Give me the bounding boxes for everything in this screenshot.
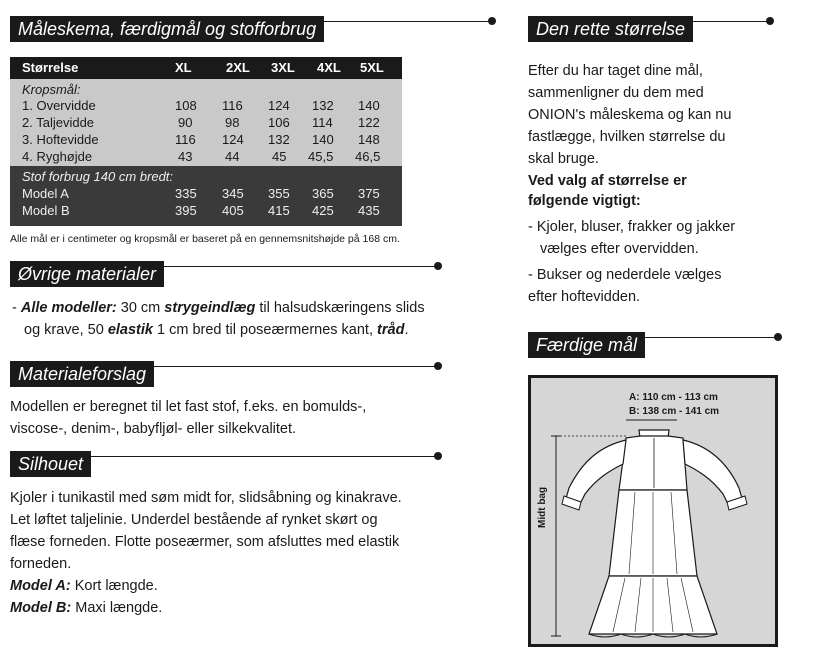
table-cell: 345: [222, 186, 244, 201]
col-header: XL: [175, 60, 192, 75]
text-line: følgende vigtigt:: [528, 193, 641, 209]
header-dot: [766, 17, 774, 25]
dress-drawing: [531, 378, 775, 644]
text-line: ONION's måleskema og kan nu: [528, 107, 732, 123]
traad-label: tråd: [377, 322, 405, 338]
table-cell: 140: [312, 132, 334, 147]
text-line: Modellen er beregnet til let fast stof, f.eks. en bomulds-,: [10, 399, 367, 415]
stryge-label: strygeindlæg: [164, 300, 256, 316]
model-a-text: Kort længde.: [70, 578, 158, 594]
text-line: - Kjoler, bluser, frakker og jakker: [528, 219, 736, 235]
model-b-label: Model B:: [10, 600, 72, 616]
section-title: Færdige mål: [528, 332, 645, 358]
table-cell: 405: [222, 203, 244, 218]
dash: -: [12, 300, 21, 316]
table-cell: 124: [268, 98, 290, 113]
table-cell: 45: [272, 149, 287, 164]
table-cell: 45,5: [308, 149, 334, 164]
section-header-size: [528, 16, 774, 42]
section-header-finished: [528, 332, 782, 358]
text: til halsudskæringens slids: [255, 300, 425, 316]
silhouette-text: [10, 487, 450, 619]
table-cell: 132: [312, 98, 334, 113]
row-label: 1. Overvidde: [22, 98, 96, 113]
elastik-label: elastik: [107, 322, 153, 338]
header-dot: [434, 362, 442, 370]
fabric-usage-rows: [10, 166, 402, 226]
body-measure-rows: [10, 79, 402, 166]
header-dot: [488, 17, 496, 25]
section-title: Materialeforslag: [10, 361, 154, 387]
table-cell: 415: [268, 203, 290, 218]
suggest-text: [10, 396, 450, 440]
text-line: Let løftet taljelinie. Underdel bestående af rynket skørt og: [10, 512, 378, 528]
model-a-line: [10, 575, 450, 597]
table-cell: 425: [312, 203, 334, 218]
col-header: 4XL: [317, 60, 341, 75]
table-cell: 148: [358, 132, 380, 147]
section-header-silhouette: [10, 451, 442, 477]
all-models-label: Alle modeller:: [20, 300, 117, 316]
dress-illustration: [528, 375, 778, 647]
table-cell: 124: [222, 132, 244, 147]
size-bullet: [528, 264, 808, 308]
measure-b: B: 138 cm - 141 cm: [629, 406, 720, 417]
model-a-label: Model A:: [10, 578, 71, 594]
section-title: Måleskema, færdigmål og stofforbrug: [10, 16, 324, 42]
section-title: Den rette størrelse: [528, 16, 693, 42]
table-cell: 114: [312, 115, 333, 130]
section-header-other: [10, 261, 442, 287]
table-cell: 335: [175, 186, 197, 201]
col-header: Størrelse: [22, 60, 79, 75]
size-bullet: [528, 216, 808, 260]
measure-a: A: 110 cm - 113 cm: [629, 392, 718, 403]
table-cell: 435: [358, 203, 380, 218]
row-label: 3. Hoftevidde: [22, 132, 99, 147]
table-header-row: [10, 57, 402, 79]
table-cell: 375: [358, 186, 380, 201]
text-line: - Bukser og nederdele vælges: [528, 267, 722, 283]
table-cell: 98: [225, 115, 240, 130]
table-cell: 108: [175, 98, 197, 113]
other-materials-text: [12, 297, 452, 341]
header-dot: [434, 452, 442, 460]
text-line: skal bruge.: [528, 151, 599, 167]
text: og krave, 50: [24, 322, 108, 338]
fabric-usage-label: Stof forbrug 140 cm bredt:: [22, 169, 174, 184]
text-line: sammenligner du dem med: [528, 85, 704, 101]
table-cell: 116: [222, 98, 243, 113]
col-header: 2XL: [226, 60, 250, 75]
section-header-suggest: [10, 361, 442, 387]
size-text: [528, 60, 808, 170]
col-header: 3XL: [271, 60, 295, 75]
section-header-measure: [10, 16, 496, 42]
text: 30 cm: [116, 300, 165, 316]
table-cell: 43: [178, 149, 193, 164]
table-cell: 122: [358, 115, 380, 130]
table-cell: 44: [225, 149, 240, 164]
size-table: [10, 57, 402, 226]
table-cell: 46,5: [355, 149, 381, 164]
header-dot: [434, 262, 442, 270]
text: 1 cm bred til poseærmernes kant,: [152, 322, 378, 338]
col-header: 5XL: [360, 60, 384, 75]
midt-bag-label: Midt bag: [537, 486, 548, 528]
text-line: efter hoftevidden.: [528, 289, 641, 305]
text-line: viscose-, denim-, babyfljøl- eller silkekvalitet.: [10, 421, 297, 437]
header-dot: [774, 333, 782, 341]
table-cell: 365: [312, 186, 334, 201]
row-label: 2. Taljevidde: [22, 115, 95, 130]
table-cell: 116: [175, 132, 196, 147]
model-b-text: Maxi længde.: [71, 600, 163, 616]
table-cell: 90: [178, 115, 193, 130]
text-line: forneden.: [10, 556, 72, 572]
body-measure-label: Kropsmål:: [22, 82, 81, 97]
table-cell: 355: [268, 186, 290, 201]
table-note: Alle mål er i centimeter og kropsmål er baseret på en gennemsnitshøjde på 168 cm.: [10, 233, 400, 245]
table-cell: 395: [175, 203, 197, 218]
table-cell: 132: [268, 132, 290, 147]
text-line: Kjoler i tunikastil med søm midt for, slidsåbning og kinakrave.: [10, 490, 402, 506]
text-line: Efter du har taget dine mål,: [528, 63, 703, 79]
row-label: Model B: [22, 203, 70, 218]
size-important: [528, 171, 808, 211]
row-label: Model A: [22, 186, 69, 201]
section-title: Silhouet: [10, 451, 91, 477]
text-line: vælges efter overvidden.: [540, 241, 699, 257]
text-line: Ved valg af størrelse er: [528, 173, 687, 189]
table-cell: 140: [358, 98, 380, 113]
text-line: flæse forneden. Flotte poseærmer, som afsluttes med elastik: [10, 534, 400, 550]
table-cell: 106: [268, 115, 290, 130]
model-b-line: [10, 597, 450, 619]
section-title: Øvrige materialer: [10, 261, 164, 287]
text: .: [404, 322, 409, 338]
text-line: fastlægge, hvilken størrelse du: [528, 129, 726, 145]
row-label: 4. Ryghøjde: [22, 149, 93, 164]
